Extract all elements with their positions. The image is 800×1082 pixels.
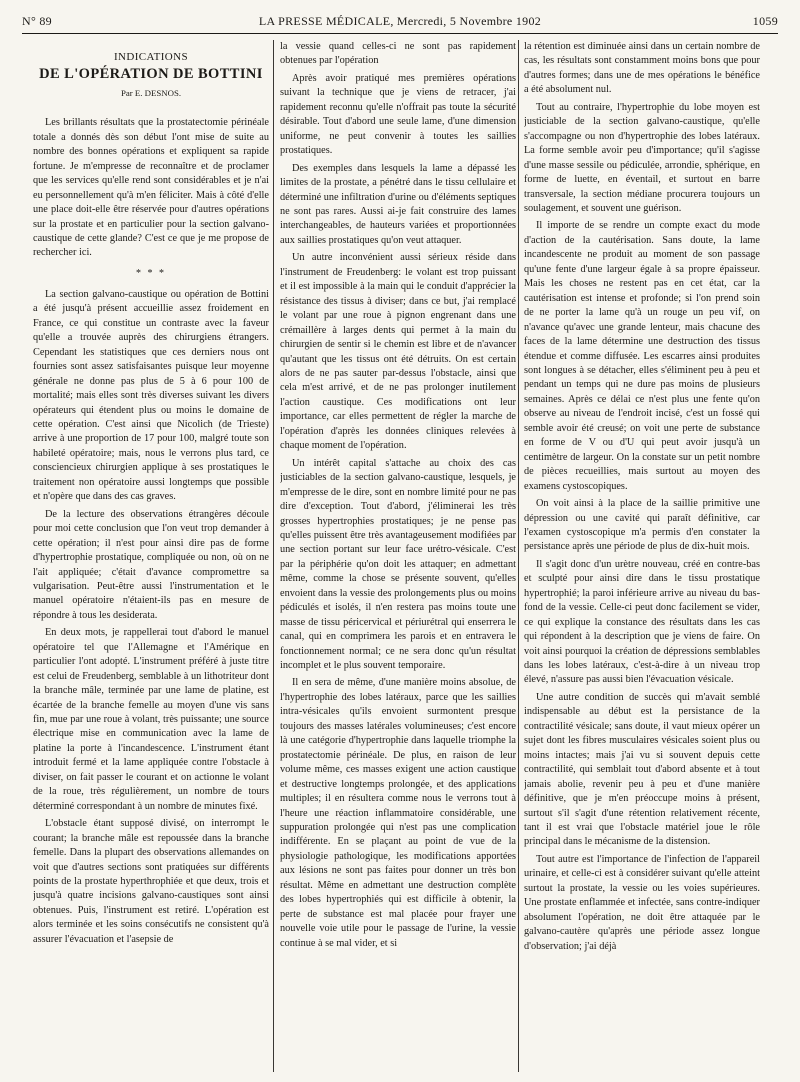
paragraph: Les brillants résultats que la prostatectomie périnéale totale a donnés dès son début l'ont mise de suite au nombre des bonnes opérations et expliquent sa rapide fortune. Je m'empresse de reconnaître et de proclamer que les services qu'elle rend sont considérables et je n'ai eu personnellement qu'à m'en féliciter. Mais à côté d'elle une place doit-elle être réservée pour d'autres opérations sur la prostate et en particulier pour la section galvano-caustique de cette glande? C'est ce que je me propose de rechercher ici.: [33, 117, 269, 259]
article-byline: Par E. DESNOS.: [120, 87, 182, 98]
paragraph: la rétention est diminuée ainsi dans un certain nombre de cas, les résultats sont constamment moins bons que pour d'autres formes; dans une de mes opérations le bénéfice a été absolument nul.: [524, 41, 760, 96]
paragraph: L'obstacle étant supposé divisé, on interrompt le courant; la branche mâle est repoussée dans la branche femelle. Dans la plupart des observations allemandes on voit que d'autres sections sont pratiquées sur différents points de la prostate hyperthrophiée et que deux, trois et jusqu'à quatre incisions galvano-caustiques sont ainsi obtenues. Puis, l'instrument est retiré. L'opération est alors terminée et les soins consécutifs ne consistent qu'à assurer l'évacuation et l'asepsie de: [33, 818, 269, 945]
column-2: [280, 40, 516, 1074]
paragraph: Il s'agit donc d'un urètre nouveau, créé en contre-bas et sculpté pour ainsi dire dans le tissu prostatique hypertrophié; la paroi inférieure arrive au niveau du bas-fond de la vessie. Celle-ci peut donc facilement se vider, ce qui explique la constance des résultats dans les cas qui répondent à la description que je viens de faire. On voit ainsi pourquoi la création de dépressions semblables dans les lobes latéraux, c'est-à-dire à un niveau trop élevé, n'assure pas aussi bien l'évacuation vésicale.: [524, 558, 760, 686]
paragraph: Il en sera de même, d'une manière moins absolue, de l'hypertrophie des lobes latéraux, parce que les saillies intra-vésicales qu'ils envoient surmontent presque toujours des masses latérales volumineuses; c'est encore là une catégorie d'hypertrophie dans laquelle triomphe la prostatectomie périnéale. De plus, en raison de leur volume même, ces masses exigent une action caustique et destructive longtemps prolongée, et des applications multiples; il en résultera comme nous le verrons tout à l'heure une réaction inflammatoire considérable, une suppuration prolongée qui n'est pas une complication indifférente. En se plaçant au point de vue de la physiologie pathologique, les modifications apportées aux lésions ne sont pas faites pour donner un très bon résultat. Même en admettant une destruction complète des lobes hypertrophiés qui est difficile à obtenir, la perte de substance est mal placée pour frayer une nouvelle voie utile pour le passage de l'urine, la vessie continue à se mal vider, et si: [280, 677, 516, 949]
paragraph: Tout autre est l'importance de l'infection de l'appareil urinaire, et celle-ci est à considérer suivant qu'elle atteint surtout la prostate, la vessie ou les voies supérieures. Une prostate enflammée et infectée, sans contre-indiquer absolument l'opération, ne doit être attaquée par le galvano-cautère qu'après une période assez longue d'observation; j'ai déjà: [524, 853, 760, 952]
header-rule: [22, 33, 778, 34]
page-header: [0, 0, 800, 30]
asterism: * * *: [136, 267, 166, 279]
paragraph: La section galvano-caustique ou opération de Bottini a été jusqu'à présent accueillie assez froidement en France, ce qui constitue un contraste avec la faveur qu'elle a trouvée auprès des chirurgiens étrangers. Cependant les statistiques que ces derniers nous ont fournies sont assez satisfaisantes puisque leur moyenne générale ne donne pas plus de 5 à 6 pour 100 de mortalité; mais elles sont très diverses suivant les divers opérateurs qui étendent plus ou moins le domaine de cette opération. C'est ainsi que Nicolich (de Trieste) arrive à une proportion de 17 pour 100, malgré toute son habileté opératoire; mais, nous le verrons plus tard, ce consciencieux chirurgien applique à ses prostatiques le traitement non opératoire aussi longtemps que possible et n'opère que dans des cas graves.: [33, 288, 269, 503]
article-title: DE L'OPÉRATION DE BOTTINI: [39, 66, 263, 83]
paragraph: On voit ainsi à la place de la saillie primitive une dépression ou une cavité qui paraît définitive, car l'examen cystoscopique m'a permis d'en constater la persistance après une période de plus de dix-huit mois.: [524, 498, 760, 553]
paragraph: Un autre inconvénient aussi sérieux réside dans l'instrument de Freudenberg: le volant est trop puissant et il est impossible à la main qui le conduit d'apprécier la résistance des tissus à diviser; dans ce but, j'ai remplacé le volant par une roue à pignon engrenant dans une crémaillère à larges dents qui permet à la main du chirurgien de sentir si le chemin est libre et de n'avancer qu'autant que les tissus ont été détruits. On est certain alors de ne pas sauter par-dessus l'obstacle, ainsi que cela m'est arrivé, et de ne pas prolonger inutilement l'action caustique. Ces modifications ont leur importance, car elles permettent de régler la marche de l'opération d'après les données cliniques relevées à chaque moment de l'opération.: [280, 252, 516, 452]
issue-number: N° 89: [22, 14, 52, 28]
paragraph: Des exemples dans lesquels la lame a dépassé les limites de la prostate, a pénétré dans le tissu cellulaire et déterminé une infiltration d'urine ou d'éléments septiques ne sont pas rares. Aussi ai-je fait construire des lames interchangeables, de hauteurs variées et proportionnées aux saillies prostatiques qu'on veut attaquer.: [280, 162, 516, 246]
paragraph: Une autre condition de succès qui m'avait semblé indispensable au début est la persistance de la contractilité vésicale; sans doute, il vaut mieux opérer un sujet dont les fibres musculaires vésicales soient plus ou moins intactes; mais j'ai vu si souvent depuis cette contractilité, qui semblait tout d'abord absente et à tout jamais abolie, revenir peu à peu et d'une manière définitive, que je m'en préoccupe moins à présent, surtout s'il s'agit d'une rétention relativement récente, tant il est vrai que l'obstacle matériel joue le rôle principal dans le mécanisme de la distension.: [524, 691, 760, 848]
paragraph: En deux mots, je rappellerai tout d'abord le manuel opératoire tel que l'Allemagne et l'Amérique en particulier l'ont adopté. L'instrument préféré à juste titre est celui de Freudenberg, semblable à un lithotriteur dont la branche mâle, terminée par une lame de platine, est écartée de la branche femelle au moyen d'une vis sans fin, mue par une roue à volant, très puissante; une source électrique mise en communication avec la lame de platine la porte à l'incandescence. L'instrument étant introduit fermé et la lame appliquée contre l'obstacle à diviser, on fait passer le courant et on actionne le volant de la roue, très régulièrement, un nombre de tours déterminé correspondant à un nombre de minutes fixé.: [33, 627, 269, 812]
page-number: 1059: [752, 14, 778, 28]
column-separator: [273, 40, 274, 1072]
masthead: LA PRESSE MÉDICALE, Mercredi, 5 Novembre 1902: [258, 14, 542, 28]
paragraph: Tout au contraire, l'hypertrophie du lobe moyen est justiciable de la section galvano-caustique, qu'elle s'accompagne ou non d'hypertrophie des lobes latéraux. La forme semble avoir peu d'importance; qu'il s'agisse d'une masse sessile ou pédiculée, arrondie, sphérique, en forme de luette, en éventail, et surtout en barre transversale, la section médiane procurera toujours un soulagement, et souvent une guérison.: [524, 101, 760, 214]
column-1: [33, 40, 269, 1074]
paragraph: De la lecture des observations étrangères découle pour moi cette conclusion que l'on veut trop demander à cette opération; il n'est pour ainsi dire pas de forme d'hypertrophie prostatique, compliquée ou non, où on ne l'ait appliquée; c'était d'avance compromettre sa vulgarisation. Peut-être aussi l'instrumentation et le manuel opératoire n'étaient-ils pas en mesure de répondre à tous les desiderata.: [33, 508, 269, 621]
paragraph: la vessie quand celles-ci ne sont pas rapidement obtenues par l'opération: [280, 41, 516, 67]
paragraph: Un intérêt capital s'attache au choix des cas justiciables de la section galvano-caustique, lesquels, je m'empresse de le dire, sont en nombre limité pour ne pas dire d'exception. Tout d'abord, j'éliminerai les très grosses hypertrophies prostatiques; je ne pense pas qu'elles puissent être très avantageusement modifiées par une section portant sur leur face urétro-vésicale. C'est par la périphérie qu'on doit les attaquer; en admettant même, comme la chose se présente souvent, qu'elles envoient dans la vessie des prolongements plus ou moins pédiculés et isolés, il n'en restera pas moins toute une masse de tissu péricervical et périurétral qui enserrera le canal, qui en comprimera les parois et en entravera le fonctionnement normal; ce ne sera donc qu'un résultat incomplet et le plus souvent temporaire.: [280, 457, 516, 672]
paragraph: Il importe de se rendre un compte exact du mode d'action de la cautérisation. Sans doute, la lame incandescente ne produit au moment de son passage qu'une fente d'une largeur égale à sa propre épaisseur. Mais les choses ne restent pas en cet état, car la cautérisation est intense et profonde; si l'on prend soin de ne porter la lame qu'à un rouge un peu vif, on n'avance qu'avec une grande lenteur, mais chacune des faces de la lame détermine une destruction des tissus étendue et comme diffusée. Les escarres ainsi produites sont longues à se détacher, elles s'éliminent peu à peu et pendant un temps qui ne dure pas moins de plusieurs semaines. Après ce délai ce n'est plus une fente qu'on observe au niveau de l'endroit incisé, c'est un fossé qui semble avoir été creusé; on voit une perte de substance en forme de V ou d'U qui peut avoir jusqu'à un centimètre de largeur. On la constate sur un petit nombre de pièces recueillies, mais surtout au moyen des examens cystoscopiques.: [524, 220, 760, 492]
column-separator: [518, 40, 519, 1072]
article-kicker: INDICATIONS: [113, 51, 189, 63]
paragraph: Après avoir pratiqué mes premières opérations suivant la technique que je viens de retracer, j'ai rapidement reconnu qu'elle n'offrait pas toute la sécurité désirable. Tout d'abord une seule lame, d'une dimension uniforme, ne peut convenir à toutes les saillies prostatiques.: [280, 72, 516, 157]
column-3: [524, 40, 760, 1074]
